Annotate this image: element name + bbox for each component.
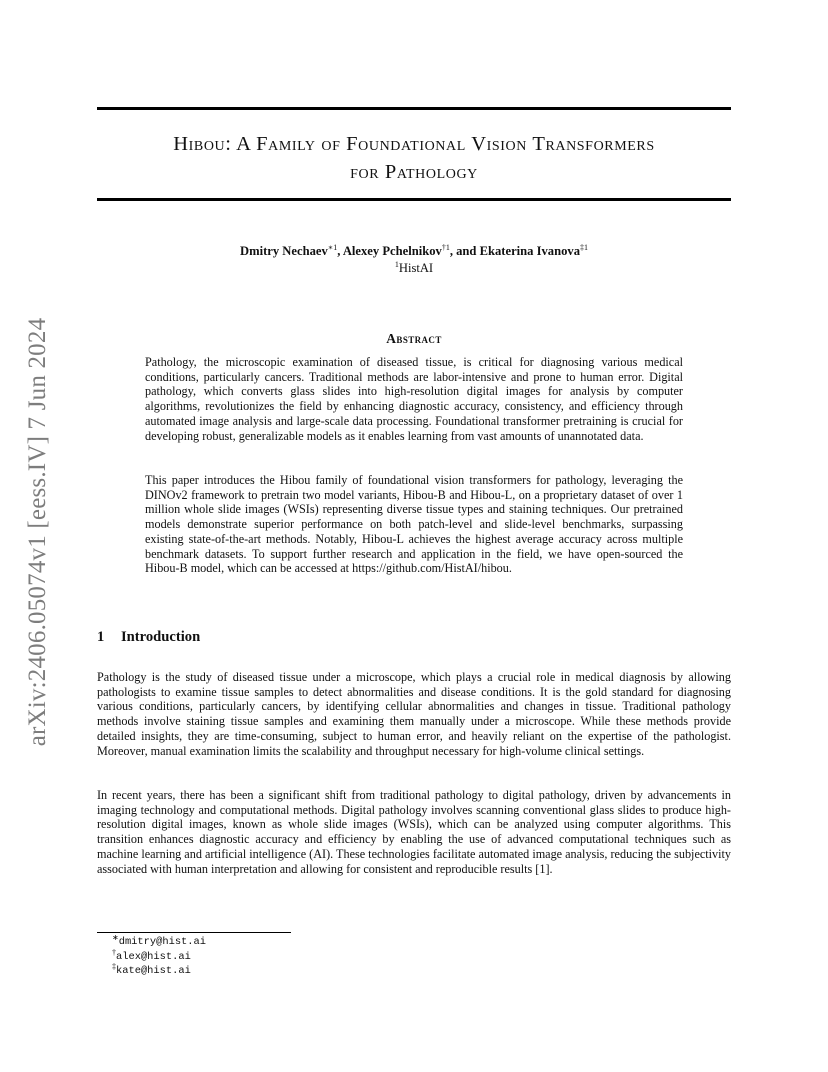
author-name: Ekaterina Ivanova	[479, 244, 580, 258]
paper-title	[97, 130, 731, 186]
author-list	[97, 243, 731, 260]
footnote	[112, 947, 206, 965]
author-separator: ,	[337, 244, 343, 258]
footnote-mark: ‡	[112, 962, 116, 972]
author-name: Dmitry Nechaev	[239, 244, 328, 258]
body-paragraph: Pathology is the study of diseased tissue under a microscope, which plays a crucial role in medical diagnosis by allowing pathologists to examine tissue samples to detect abnormalities and disease conditions. It is the gold standard for diagnosing various conditions, particularly cancers, by identifying cellular abnormalities and changes in tissue. Traditional pathology methods involve staining tissue samples and examining them manually under a microscope. While these methods provide detailed insights, they are time-consuming, subject to human error, and heavily reliant on the expertise of the pathologist. Moreover, manual examination limits the scalability and throughput necessary for high-volume clinical settings.	[97, 670, 731, 758]
footnote-mark: ∗	[112, 933, 119, 942]
footnote-email: alex@hist.ai	[116, 950, 191, 963]
footnote-email: kate@hist.ai	[116, 965, 191, 978]
author-mark: ∗1	[327, 243, 338, 252]
section-title: Introduction	[121, 629, 201, 645]
author-name: Alexey Pchelnikov	[342, 244, 442, 258]
footnote-mark: †	[112, 947, 116, 957]
footnote-email: dmitry@hist.ai	[118, 936, 206, 948]
title-line-2: for Pathology	[350, 161, 478, 183]
abstract-paragraph: Pathology, the microscopic examination of diseased tissue, is critical for diagnosing various medical conditions, particularly cancers. Traditional methods are labor-intensive and prone to human error. Digital pathology, which converts glass slides into high-resolution digital images for analysis by computer algorithms, revolutionizes the field by enhancing diagnostic accuracy, consistency, and efficiency through automated image analysis and large-scale data processing. Foundational transformer pretraining is crucial for developing robust, generalizable models as it enables learning from vast amounts of unannotated data.	[145, 355, 683, 443]
arxiv-sidebar	[20, 262, 56, 802]
body-paragraph: In recent years, there has been a significant shift from traditional pathology to digital pathology, driven by advancements in imaging technology and computational methods. Digital pathology involves scanning conventional glass slides to produce high-resolution digital images, known as whole slide images (WSIs), which can be analyzed using computer algorithms. This transition enhances diagnostic accuracy and efficiency by enabling the use of advanced computational techniques such as machine learning and artificial intelligence (AI). These technologies facilitate automated image analysis, reducing the subjectivity associated with human interpretation and allowing for consistent and reproducible results [1].	[97, 788, 731, 876]
author-mark: ‡1	[580, 243, 588, 252]
footnote	[112, 935, 206, 950]
footnotes	[112, 935, 206, 979]
affiliation-name: HistAI	[398, 261, 434, 275]
affiliation-mark: 1	[394, 260, 399, 269]
title-top-rule	[97, 107, 731, 110]
abstract-paragraph: This paper introduces the Hibou family of foundational vision transformers for pathology, leveraging the DINOv2 framework to pretrain two model variants, Hibou-B and Hibou-L, on a proprietary dataset of over 1 million whole slide images (WSIs) representing diverse tissue types and staining techniques. Our pretrained models demonstrate superior performance on both patch-level and slide-level benchmarks, surpassing existing state-of-the-art methods. Notably, Hibou-L achieves the highest average accuracy across multiple benchmark datasets. To support further research and application in the field, we have open-sourced the Hibou-B model, which can be accessed at https://github.com/HistAI/hibou.	[145, 473, 683, 576]
footnote-rule	[97, 932, 291, 933]
title-bottom-rule	[97, 198, 731, 201]
abstract-heading: Abstract	[386, 331, 442, 346]
section-heading-introduction	[97, 629, 200, 646]
author-mark: †1	[441, 243, 450, 252]
title-line-1: Hibou: A Family of Foundational Vision Transformers	[173, 133, 655, 155]
affiliation	[97, 260, 731, 276]
footnote	[112, 964, 206, 979]
author-separator: , and	[449, 244, 480, 258]
arxiv-identifier: arXiv:2406.05074v1 [eess.IV] 7 Jun 2024	[24, 317, 51, 747]
section-number: 1	[97, 629, 105, 645]
